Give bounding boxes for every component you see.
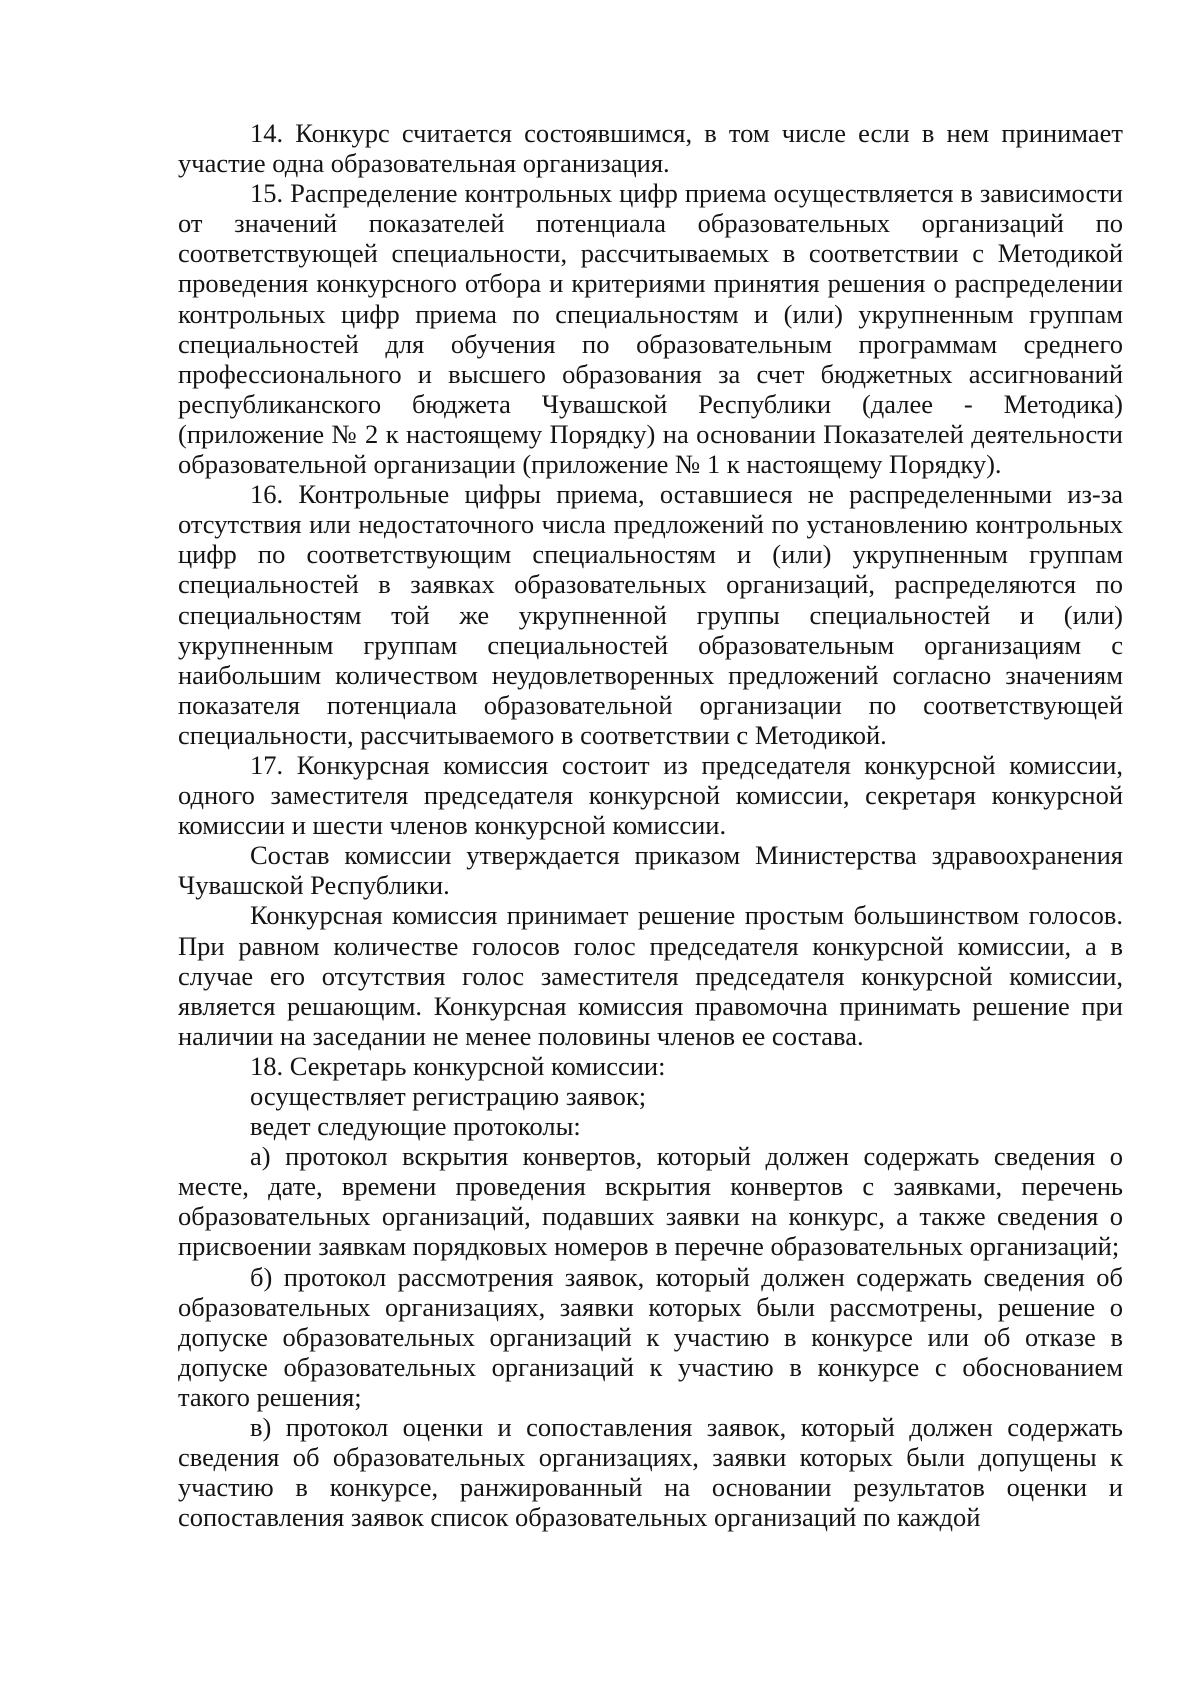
- paragraph-commission-decision: Конкурсная комиссия принимает решение простым большинством голосов. При равном количестве голосов голос председателя конкурсной комиссии, а в случае его отсутствия голос заместителя председателя конкурсной комиссии, является решающим. Конкурсная комиссия правомочна принимать решение при наличии на заседании не менее половины членов ее состава.: [178, 900, 1123, 1051]
- paragraph-18: 18. Секретарь конкурсной комиссии:: [250, 1050, 666, 1081]
- paragraph-17: 17. Конкурсная комиссия состоит из председателя конкурсной комиссии, одного заместителя председателя конкурсной комиссии, секретаря конкурсной комиссии и шести членов конкурсной комиссии.: [178, 749, 1123, 841]
- paragraph-14: 14. Конкурс считается состоявшимся, в том числе если в нем принимает участие одна образовательная организация.: [178, 118, 1123, 179]
- paragraph-protocol-b: б) протокол рассмотрения заявок, который должен содержать сведения об образовательных организациях, заявки которых были рассмотрены, решение о допуске образовательных организаций к участию в конкурсе или об отказе в допуске образовательных организаций к участию в конкурсе с обоснованием такого решения;: [178, 1261, 1123, 1412]
- paragraph-protocols: ведет следующие протоколы:: [250, 1111, 581, 1142]
- paragraph-15: 15. Распределение контрольных цифр приема осуществляется в зависимости от значений показателей потенциала образовательных организаций по соответствующей специальности, рассчитываемых в соответствии с Методикой проведения конкурсного отбора и критериями принятия решения о распределении контрольных цифр приема по специальностям и (или) укрупненным группам специальностей для обучения по образовательным программам среднего профессионального и высшего образования за счет бюджетных ассигнований республиканского бюджета Чувашской Республики (далее - Методика) (приложение № 2 к настоящему Порядку) на основании Показателей деятельности образовательной организации (приложение № 1 к настоящему Порядку).: [178, 178, 1123, 480]
- paragraph-protocol-c: в) протокол оценки и сопоставления заявок, который должен содержать сведения об образовательных организациях, заявки которых были допущены к участию в конкурсе, ранжированный на основании результатов оценки и сопоставления заявок список образовательных организаций по каждой: [178, 1412, 1123, 1533]
- paragraph-16: 16. Контрольные цифры приема, оставшиеся не распределенными из-за отсутствия или недостаточного числа предложений по установлению контрольных цифр по соответствующим специальностям и (или) укрупненным группам специальностей в заявках образовательных организаций, распределяются по специальностям той же укрупненной группы специальностей и (или) укрупненным группам специальностей образовательным организациям с наибольшим количеством неудовлетворенных предложений согласно значениям показателя потенциала образовательной организации по соответствующей специальности, рассчитываемого в соответствии с Методикой.: [178, 479, 1123, 750]
- paragraph-protocol-a: а) протокол вскрытия конвертов, который должен содержать сведения о месте, дате, времени проведения вскрытия конвертов с заявками, перечень образовательных организаций, подавших заявки на конкурс, а также сведения о присвоении заявкам порядковых номеров в перечне образовательных организаций;: [178, 1141, 1123, 1262]
- paragraph-commission-composition: Состав комиссии утверждается приказом Министерства здравоохранения Чувашской Республики.: [178, 840, 1123, 901]
- paragraph-registration: осуществляет регистрацию заявок;: [250, 1081, 647, 1111]
- document-body: [178, 118, 1123, 1532]
